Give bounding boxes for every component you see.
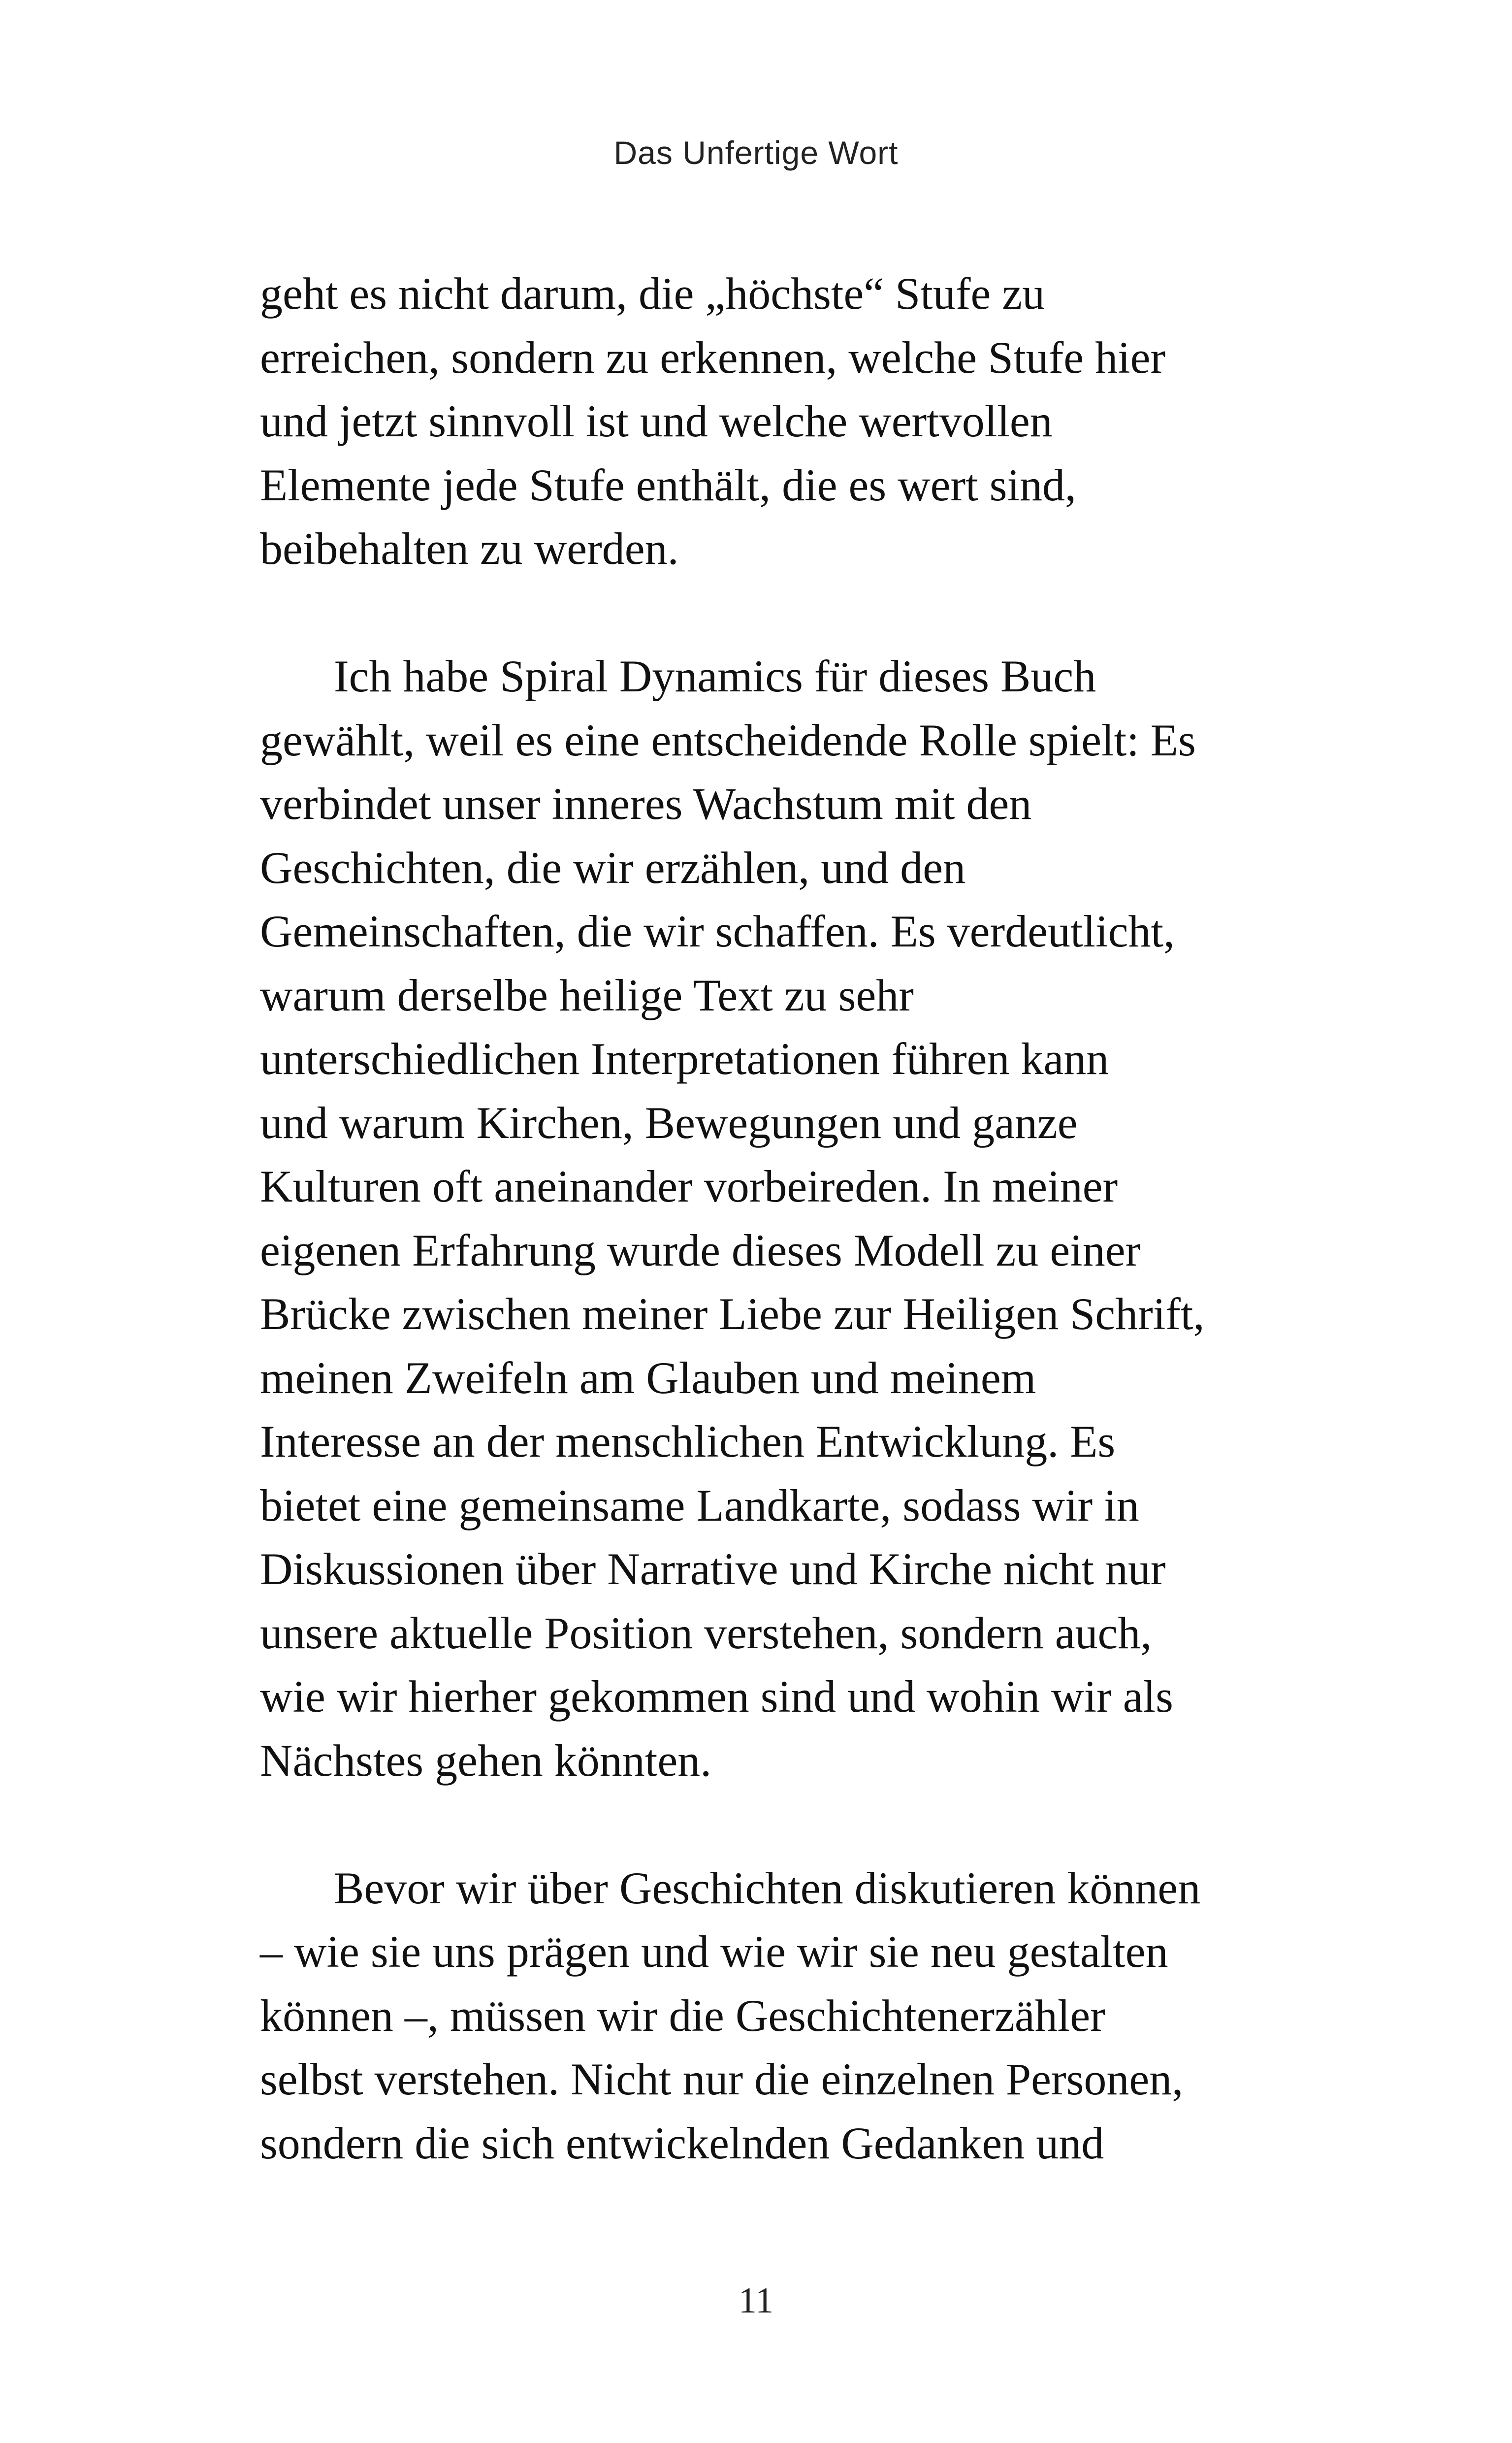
text-line: und jetzt sinnvoll ist und welche wertvollen bbox=[260, 396, 1053, 446]
text-line: eigenen Erfahrung wurde dieses Modell zu einer bbox=[260, 1225, 1141, 1275]
text-line: Kulturen oft aneinander vorbeireden. In meiner bbox=[260, 1161, 1118, 1211]
text-line: und warum Kirchen, Bewegungen und ganze bbox=[260, 1097, 1078, 1148]
paragraph-spacer bbox=[260, 581, 1304, 645]
text-line: – wie sie uns prägen und wie wir sie neu gestalten bbox=[260, 1926, 1168, 1977]
paragraph-3 bbox=[260, 1857, 1304, 2176]
text-line: Ich habe Spiral Dynamics für dieses Buch bbox=[334, 651, 1096, 701]
paragraph-spacer bbox=[260, 1792, 1304, 1857]
text-line: gewählt, weil es eine entscheidende Rolle spielt: Es bbox=[260, 715, 1196, 765]
text-line: Elemente jede Stufe enthält, die es wert sind, bbox=[260, 459, 1077, 510]
text-line: verbindet unser inneres Wachstum mit den bbox=[260, 779, 1032, 829]
text-line: geht es nicht darum, die „höchste“ Stufe zu bbox=[260, 268, 1045, 319]
page-number: 11 bbox=[738, 2280, 774, 2321]
text-line: sondern die sich entwickelnden Gedanken und bbox=[260, 2117, 1104, 2168]
paragraph-1 bbox=[260, 262, 1304, 581]
text-line: Gemeinschaften, die wir schaffen. Es verdeutlicht, bbox=[260, 906, 1175, 956]
text-line: können –, müssen wir die Geschichtenerzähler bbox=[260, 1990, 1105, 2041]
text-line: Bevor wir über Geschichten diskutieren können bbox=[334, 1862, 1201, 1913]
text-line: erreichen, sondern zu erkennen, welche Stufe hier bbox=[260, 332, 1166, 383]
text-line: Brücke zwischen meiner Liebe zur Heiligen Schrift, bbox=[260, 1289, 1205, 1339]
text-line: beibehalten zu werden. bbox=[260, 523, 679, 574]
text-line: selbst verstehen. Nicht nur die einzelnen Personen, bbox=[260, 2054, 1184, 2104]
running-head: Das Unfertige Wort bbox=[613, 134, 899, 171]
text-line: unsere aktuelle Position verstehen, sondern auch, bbox=[260, 1607, 1152, 1658]
body-text bbox=[260, 262, 1304, 2175]
text-line: meinen Zweifeln am Glauben und meinem bbox=[260, 1352, 1036, 1403]
text-line: Nächstes gehen könnten. bbox=[260, 1735, 712, 1786]
text-line: Diskussionen über Narrative und Kirche nicht nur bbox=[260, 1544, 1166, 1594]
text-line: bietet eine gemeinsame Landkarte, sodass wir in bbox=[260, 1480, 1139, 1531]
text-line: wie wir hierher gekommen sind und wohin wir als bbox=[260, 1671, 1173, 1722]
paragraph-2 bbox=[260, 645, 1304, 1792]
text-line: unterschiedlichen Interpretationen führen kann bbox=[260, 1034, 1109, 1084]
text-line: Interesse an der menschlichen Entwicklung. Es bbox=[260, 1416, 1116, 1466]
text-line: Geschichten, die wir erzählen, und den bbox=[260, 842, 966, 893]
text-line: warum derselbe heilige Text zu sehr bbox=[260, 970, 914, 1020]
